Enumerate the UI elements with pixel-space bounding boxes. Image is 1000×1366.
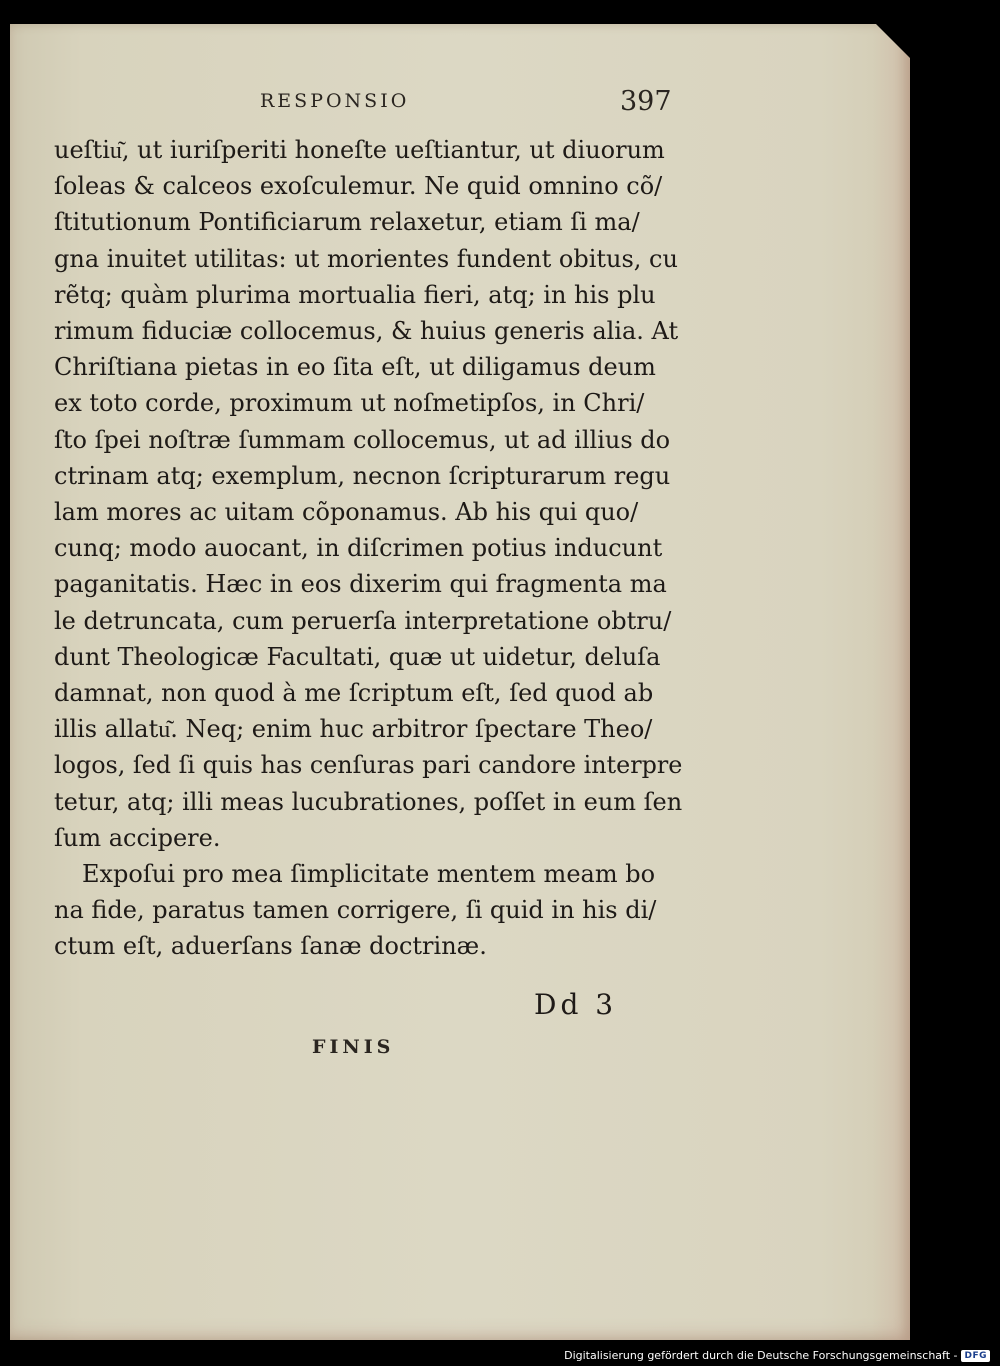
text-line: ctrinam atq; exemplum, necnon ſcripturarum regu <box>54 461 671 490</box>
colophon-finis: FINIS <box>312 1036 395 1058</box>
digitization-credit <box>564 1349 990 1362</box>
credit-text: Digitalisierung gefördert durch die Deutsche Forschungsgemeinschaft - <box>564 1349 958 1362</box>
text-line: ſto ſpei noſtræ ſummam collocemus, ut ad illius do <box>54 425 671 454</box>
text-line: rimum fiduciæ collocemus, & huius generis alia. At <box>54 317 679 346</box>
text-line: tetur, atq; illi meas lucubrationes, poſſet in eum ſen <box>54 787 683 816</box>
text-line: ex toto corde, proximum ut noſmetipſos, in Chri/ <box>54 389 645 418</box>
page-edge-shading <box>872 24 910 1340</box>
text-line: ctum eſt, aduerſans ſanæ doctrinæ. <box>54 932 487 961</box>
dfg-logo-icon: DFG <box>961 1350 990 1362</box>
text-line: gna inuitet utilitas: ut morientes fundent obitus, cu <box>54 244 678 273</box>
text-line: cunq; modo auocant, in diſcrimen potius inducunt <box>54 534 663 563</box>
book-page <box>10 24 910 1340</box>
text-line: Chriſtiana pietas in eo ſita eſt, ut diligamus deum <box>54 353 656 382</box>
text-line: ueſtiu͂, ut iuriſperiti honeſte ueſtiantur, ut diuorum <box>54 136 665 164</box>
text-line: ſum accipere. <box>54 823 221 852</box>
text-line: damnat, non quod à me ſcriptum eſt, ſed quod ab <box>54 679 654 708</box>
text-line: ſoleas & calceos exoſculemur. Ne quid omnino cõ/ <box>54 172 663 201</box>
text-line: na fide, paratus tamen corrigere, ſi quid in his di/ <box>54 896 657 925</box>
page-number: 397 <box>620 86 672 117</box>
text-line: dunt Theologicæ Facultati, quæ ut uidetur, deluſa <box>54 642 661 671</box>
corner-fold <box>876 24 910 58</box>
text-line: illis allatu͂. Neq; enim huc arbitror ſpectare Theo/ <box>54 715 653 744</box>
text-line: le detruncata, cum peruerſa interpretatione obtru/ <box>54 606 672 635</box>
running-title: RESPONSIO <box>260 90 410 112</box>
text-line: rẽtq; quàm plurima mortualia fieri, atq; in his plu <box>54 280 656 309</box>
body-text <box>54 132 683 965</box>
text-line: ſtitutionum Pontificiarum relaxetur, etiam ſi ma/ <box>54 208 640 237</box>
text-line: logos, ſed ſi quis has cenſuras pari candore interpre <box>54 751 683 780</box>
text-line: paganitatis. Hæc in eos dixerim qui fragmenta ma <box>54 570 667 599</box>
signature-mark: Dd 3 <box>534 988 618 1021</box>
text-line: lam mores ac uitam cõponamus. Ab his qui quo/ <box>54 498 639 527</box>
text-line: Expoſui pro mea ſimplicitate mentem meam bo <box>82 860 656 889</box>
